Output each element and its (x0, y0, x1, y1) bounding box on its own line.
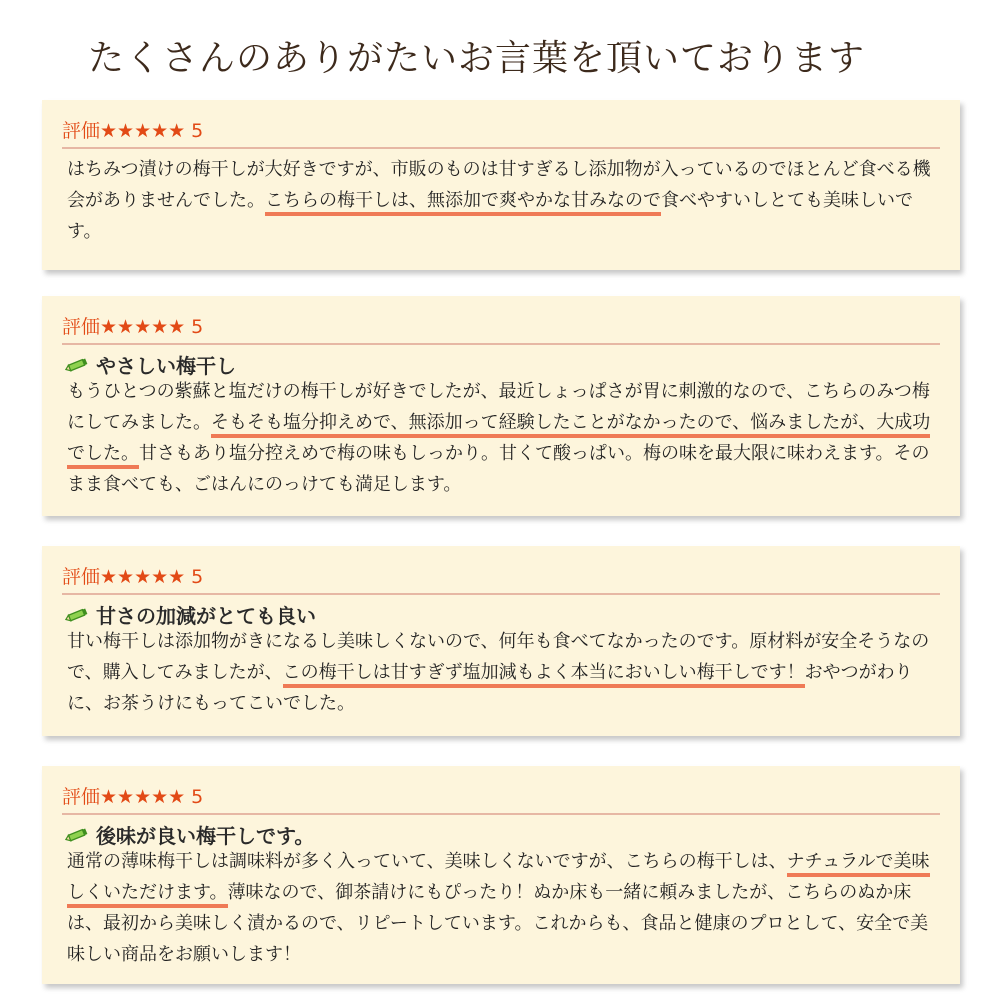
divider (62, 593, 940, 595)
review-body (67, 846, 942, 970)
pencil-icon (64, 607, 90, 623)
rating (62, 562, 203, 589)
rating-stars: 評価★★★★★ (62, 120, 186, 142)
review-card (42, 296, 960, 516)
rating-score: 5 (191, 120, 204, 142)
review-text: はちみつ漬けの梅干しが大好きですが、市販のものは甘すぎるし添加物が入っているのでほとんど食べる機会がありませんでした。 (67, 159, 931, 211)
rating (62, 312, 203, 339)
rating-stars: 評価★★★★★ (62, 316, 186, 338)
pencil-icon (64, 357, 90, 373)
rating-stars: 評価★★★★★ (62, 566, 186, 588)
rating (62, 782, 203, 809)
divider (62, 343, 940, 345)
page-title: たくさんのありがたいお言葉を頂いております (88, 38, 866, 79)
review-heading-text: 後味が良い梅干しです。 (96, 824, 315, 848)
review-text: 食べやすいしとても美味しいです。 (67, 190, 913, 242)
rating-stars: 評価★★★★★ (62, 786, 186, 808)
review-body (67, 626, 942, 719)
highlighted-text: この梅干しは甘すぎず塩加減もよく本当においしい梅干しです！ (283, 662, 805, 688)
review-heading-text: 甘さの加減がとても良い (96, 604, 316, 628)
review-heading (64, 350, 236, 379)
pencil-icon (64, 827, 90, 843)
rating (62, 116, 203, 143)
review-text: 通常の薄味梅干しは調味料が多く入っていて、美味しくないですが、こちらの梅干しは、 (67, 851, 787, 872)
review-body (67, 376, 942, 500)
review-text: もうひとつの紫蘇と塩だけの梅干しが好きでしたが、最近しょっぱさが胃に刺激的なので、こちらのみつ梅にしてみました。 (67, 381, 930, 433)
review-card (42, 766, 960, 984)
highlighted-text: こちらの梅干しは、無添加で爽やかな甘みなので (265, 190, 661, 216)
review-heading-text: やさしい梅干し (96, 354, 236, 378)
review-card (42, 100, 960, 270)
divider (62, 147, 940, 149)
review-text: 甘さもあり塩分控えめで梅の味もしっかり。甘くて酸っぱい。梅の味を最大限に味わえます。そのまま食べても、ごはんにのっけても満足します。 (67, 443, 930, 495)
review-card (42, 546, 960, 736)
review-text: 薄味なので、御茶請けにもぴったり！ぬか床も一緒に頼みましたが、こちらのぬか床は、最初から美味しく漬かるので、リピートしています。これからも、食品と健康のプロとして、安全で美味しい商品をお願いします！ (67, 882, 929, 965)
highlighted-text: そもそも塩分抑えめで、無添加って経験したことがなかったので、悩みましたが、大成功でした。 (67, 412, 930, 469)
review-text: 甘い梅干しは添加物がきになるし美味しくないので、何年も食べてなかったのです。原材料が安全そうなので、購入してみましたが、 (67, 631, 930, 683)
review-text: おやつがわりに、お茶うけにもってこいでした。 (67, 662, 913, 714)
review-body (67, 154, 942, 247)
rating-score: 5 (191, 316, 204, 338)
rating-score: 5 (191, 786, 204, 808)
rating-score: 5 (191, 566, 204, 588)
review-heading (64, 600, 316, 629)
highlighted-text: ナチュラルで美味しくいただけます。 (67, 851, 930, 908)
divider (62, 813, 940, 815)
review-heading (64, 820, 314, 849)
